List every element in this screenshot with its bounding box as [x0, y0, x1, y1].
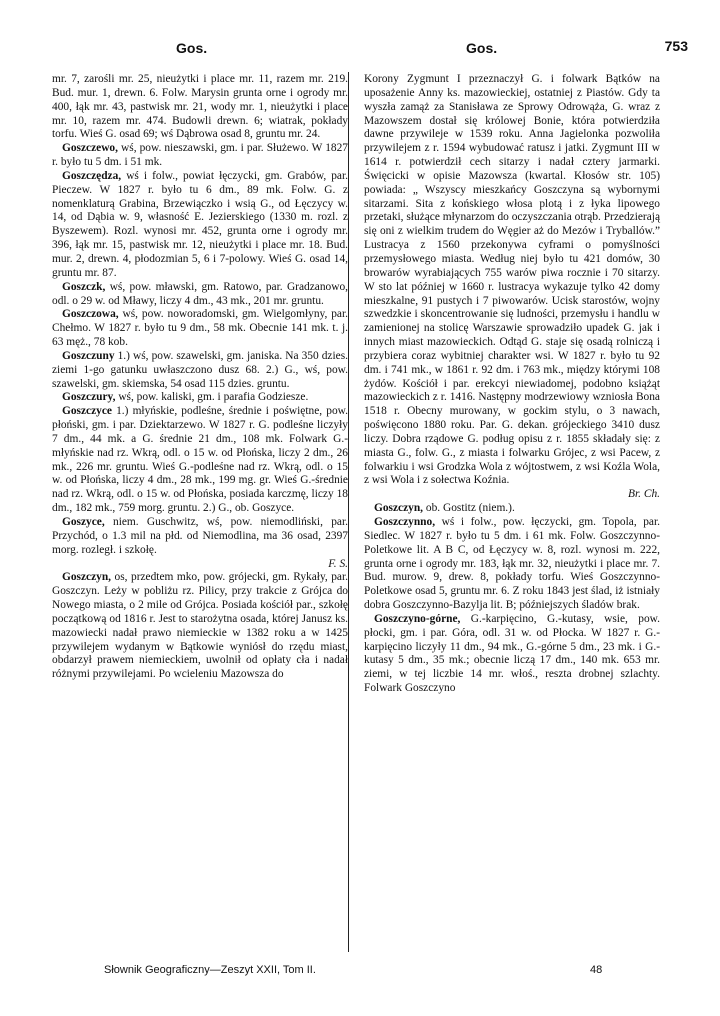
- dictionary-entry: [364, 502, 660, 516]
- left-column: [52, 73, 348, 682]
- column-divider: [348, 72, 349, 952]
- entry-headword: Goszczowa,: [62, 308, 119, 321]
- dictionary-entry: [52, 308, 348, 350]
- dictionary-entry: [52, 281, 348, 309]
- entry-text: G.-karpięcino, G.-kutasy, wsie, pow. płocki, gm. i par. Góra, odl. 31 w. od Płocka. W 1827 r. G.-karpięcino liczyły 11 dm., 94 mk., G.-górne 5 dm., 23 mk. i G.-kutasy 5 dm., 35 mk.; obecnie liczą 17 dm., 140 mk. 653 mr. ziemi, w tej liczbie 14 mr. włoś., reszta drobnej szlachty. Folwark Goszczyno: [364, 612, 660, 695]
- footer-sheet-number: 48: [590, 964, 603, 976]
- page-number: 753: [664, 38, 688, 54]
- entry-headword: Goszczyn,: [374, 502, 424, 515]
- entry-headword: Goszyce,: [62, 516, 105, 528]
- dictionary-entry: [52, 350, 348, 392]
- dictionary-entry: [52, 516, 348, 558]
- dictionary-entry: [364, 516, 660, 613]
- entry-text: Korony Zygmunt I przeznaczył G. i folwark Bątków na uposażenie Anny ks. mazowieckiej, ostatniej z Piastów. Gdy ta wyszła zamąż za Stanisława ze Sprowy Odrowąża, G. wraz z Mazowszem dostał się królowej Bonie, która potwierdziła dawne przywileje w 1539 roku. Anna Jagielonka pozwoliła przywilejem z r. 1594 wybudować ratusz i jatki. Zygmunt III w 1614 r. potwierdził cech sitarzy i nadał cztery jarmarki. Święcicki w opisie Mazowsza (kwartal. Kłosów str. 105) powiada: „ Wszyscy mieszkańcy Goszczyna są wybornymi sitarzami. Sita z końskiego włosa plotą i z łyka lipowego przetaki, służące młynarzom do oczyszczania otrąb. Przedzierają się oni z wielkim trudem do Węgier aż do Mezów i Tryballów.” Lustracya z 1560 przekonywa cyframi o pomyślności przemysłowego miasta. Według niej było tu 421 domów, 30 browarów wyrabiających 755 warów piwa rocznie i 70 sitarzy. W sto lat później w 1660 r. lustracya wykazuje tylko 42 domy mieszkalne, 91 pustych i 7 piwowarów. Ucisk starostów, wojny szwedzkie i skoncentrowanie się ludności, przemysłu i handlu w zamienionej na stolicę Warszawie sprowadziło upadek G. jak i innych miast mazowieckich. Odtąd G. staje się osadą rolniczą i przybiera coraz wybitniej charakter wsi. W 1827 r. było tu 92 dm. i 741 mk., w 1861 r. 92 dm. i 763 mk., między którymi 108 żydów. Kościół i par. erekcyi niewiadomej, podobno książąt mazowieckich z r. 1416. Następny modrzewiowy wzniosła Bona 1518 r. Obecny murowany, w gockim stylu, o 3 nawach, poświęcono 1880 roku. Par. G. dekan. grójeckiego 3410 dusz liczy. Dobra rządowe G. podług opisu z r. 1855 składały się: z miasta G., folw. G., z miasta i folwarku Grójec, z wsi Pacew, z folwarkiu i wsi Grodzka Wola z wójtostwem, z wsi Koźla Wola, z wsi Wola i z sołectwa Koźnia.: [364, 73, 661, 487]
- entry-headword: Goszczewo,: [62, 142, 118, 155]
- dictionary-entry: [364, 73, 660, 488]
- entry-text: wś i folw., powiat łęczycki, gm. Grabów, par. Pieczew. W 1827 r. było tu 6 dm., 89 mk. Folw. G. z nomenklaturą Grabina, Brzewiączko i wsią G., od Łęczycy w. 14, od Dąbia w. 9, własność E. Jezierskiego (1330 m. rozl. z Byszewem). Rozl. wynosi mr. 452, grunta orne i ogrody mr. 396, łąk mr. 15, pastwisk mr. 12, nieużytki i place mr. 18. Bud. mur. 2, drewn. 4, płodozmian 5, 6 i 7-polowy. Wieś G. osad 14, gruntu mr. 87.: [52, 169, 348, 279]
- dictionary-entry: [52, 73, 348, 142]
- right-column: [364, 73, 660, 696]
- entry-text: niem. Guschwitz, wś, pow. niemodliński, par. Przychód, o 1.3 mil na płd. od Niemodlina, ma 36 osad, 2397 morg. rozległ. i szkołę.: [52, 516, 348, 556]
- entry-headword: Goszczk,: [62, 280, 106, 293]
- entry-text: wś, pow. noworadomski, gm. Wielgomłyny, par. Chełmo. W 1827 r. było tu 9 dm., 58 mk. Obecnie 141 mk. t. j. 63 męż., 78 kob.: [52, 308, 348, 349]
- entry-text: 1.) młyńskie, podleśne, średnie i poświętne, pow. płoński, gm. i par. Dziektarzewo. W 1827 r. G. podleśne liczyły 7 dm., 44 mk. a G. średnie 21 dm., 108 mk. Folwark G.-młyńskie nad rz. Wkrą, odl. o 15 w. od Płońska, liczy 2 dm., 26 mk., 226 mr. gruntu. Wieś G.-podleśne nad rz. Wkrą, odl. o 15 w. od Płońska, liczy 4 dm., 28 mk., 199 mg. gr. Wieś G.-średnie nad rz. Wkrą, odl. o 15 w. od Płońska, posiada karczmę, liczy 18 dm., 182 mk., 759 morg. gruntu. 2.) G., ob. Goszyce.: [52, 405, 348, 515]
- entry-text: wś i folw., pow. łęczycki, gm. Topola, par. Siedlec. W 1827 r. było tu 5 dm. i 61 mk. Folw. Goszczynno-Poletkowe lit. A B C, od Łęczycy w. 8, rozl. wynosi m. 222, grunta orne i ogrody mr. 183, łąk mr. 32, nieużytki i place mr. 7. Bud. murow. 9, drew. 8, pokłady torfu. Wieś Goszczynno-Poletkowe osad 5, gruntu mr. 6. Z roku 1843 jest ślad, iż istniały dobra Goszczynno-Bazylja lit. B; późniejszych śladów brak.: [364, 516, 660, 612]
- entry-headword: Goszczynno,: [374, 516, 436, 528]
- page-header: [52, 40, 688, 60]
- entry-headword: Goszczyn,: [62, 571, 112, 584]
- entry-headword: Goszczuny: [62, 349, 115, 362]
- entry-text: wś, pow. kaliski, gm. i parafia Godziesze.: [115, 391, 309, 404]
- dictionary-entry: [364, 613, 660, 696]
- entry-headword: Goszczyno-górne,: [374, 612, 461, 625]
- header-right-catchword: Gos.: [466, 40, 498, 56]
- dictionary-entry: [52, 571, 348, 682]
- entry-text: os, przedtem mko, pow. grójecki, gm. Rykały, par. Goszczyn. Leży w pobliżu rz. Pilicy, przy trakcie z Grójca do Nowego miasta, o 2 mile od Grójca. Posiada kościół par., szkołę początkową od 1816 r. Jest to starożytna osada, której Janusz ks. mazowiecki nadał prawo niemieckie w 1382 roku a w 1425 przywilejem wydanym w Bątkowie wyniósł do rzędu miast, obdarzył prawem niemieckiem, uwolnił od opłaty cła i nadał różnymi przywilejami. Po wcieleniu Mazowsza do: [52, 571, 348, 681]
- dictionary-entry: [52, 170, 348, 281]
- entry-text: wś, pow. mławski, gm. Ratowo, par. Gradzanowo, odl. o 29 w. od Mławy, liczy 4 dm., 43 mk., 201 mr. gruntu.: [52, 280, 348, 307]
- dictionary-entry: [52, 405, 348, 516]
- header-left-catchword: Gos.: [176, 40, 208, 56]
- entry-text: wś, pow. nieszawski, gm. i par. Służewo. W 1827 r. było tu 5 dm. i 51 mk.: [52, 142, 348, 169]
- dictionary-entry: [52, 142, 348, 170]
- author-signature: F. S.: [328, 557, 348, 570]
- entry-headword: Goszczury,: [62, 391, 116, 404]
- author-signature: Br. Ch.: [628, 488, 660, 501]
- entry-text: 1.) wś, pow. szawelski, gm. janiska. Na 350 dzies. ziemi 1-go gatunku uwłaszczono dusz 68. 2.) G., wś, pow. szawelski, gm. skiemska, 54 osad 115 dzies. gruntu.: [52, 349, 348, 390]
- entry-text: ob. Gostitz (niem.).: [423, 502, 515, 515]
- dictionary-entry: [52, 391, 348, 405]
- entry-headword: Goszczyce: [62, 405, 112, 418]
- footer-title: Słownik Geograficzny—Zeszyt XXII, Tom II.: [104, 964, 316, 976]
- entry-text: mr. 7, zarośli mr. 25, nieużytki i place mr. 11, razem mr. 219. Bud. mur. 1, drewn. 6. Folw. Marysin grunta orne i ogrody mr. 400, łąk mr. 43, pastwisk mr. 21, wody mr. 1, nieużytki i place mr. 10, razem mr. 474. Budowli drewn. 6; wiatrak, pokłady torfu. Wieś G. osad 69; wś Dąbrowa osad 8, gruntu mr. 24.: [52, 73, 348, 141]
- entry-headword: Goszczędza,: [62, 169, 122, 182]
